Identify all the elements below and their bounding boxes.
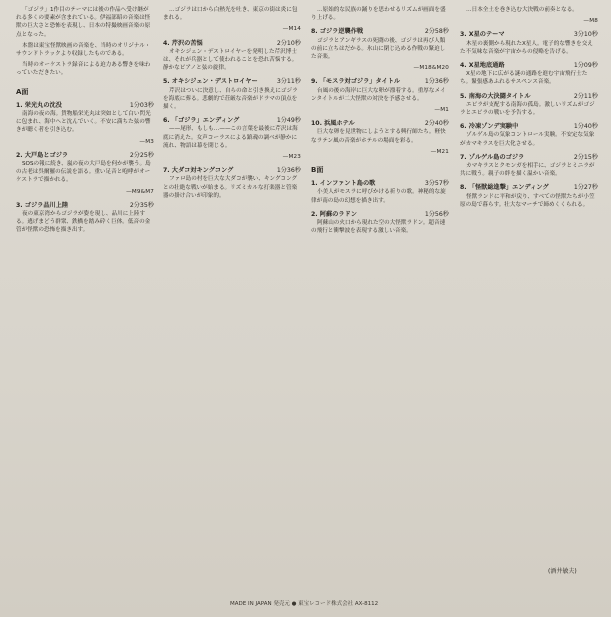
side-a-heading: A面 — [16, 87, 29, 96]
track-6 — [163, 117, 301, 161]
track-4 — [163, 40, 301, 73]
side-b-heading: B面 — [311, 166, 324, 175]
track-title: 1. インファント島の歌 — [311, 180, 376, 188]
track-b5 — [460, 93, 598, 118]
track-title: 4. X星地底通路 — [460, 62, 505, 70]
cue-number: —M8 — [583, 18, 598, 25]
track-7 — [163, 167, 301, 200]
track-title: 3. ゴジラ品川上陸 — [16, 201, 69, 209]
track-description: ゴジラとアンギラスの死闘の後、ゴジラは再び人類の前に立ちはだかる。氷山に閉じ込める作戦の緊迫した音楽。 — [311, 37, 446, 61]
track-duration: 1分49秒 — [276, 117, 301, 125]
track-duration: 1分36秒 — [424, 78, 449, 86]
cue-number: —M21 — [430, 148, 449, 155]
track-8 — [311, 28, 449, 72]
track-duration: 1分09秒 — [573, 62, 598, 70]
track-title: 6. 冷凍ゾンデ実験中 — [460, 123, 519, 131]
cue-number: —M18&M20 — [413, 65, 449, 72]
track-description: X星の地下に広がる謎の通路を進む宇宙飛行士たち。緊張感あふれるサスペンス音楽。 — [460, 71, 588, 86]
track-duration: 1分27秒 — [573, 184, 598, 192]
track-b8 — [460, 184, 598, 209]
column-4 — [460, 6, 598, 596]
track-duration: 1分40秒 — [573, 123, 598, 131]
track-b3 — [460, 31, 598, 56]
track-duration: 2分10秒 — [276, 39, 301, 47]
track-title: 2. 大戸島とゴジラ — [16, 151, 69, 159]
author-credit: (酒井敏夫) — [548, 568, 577, 575]
track-title: 10. 浜風ホテル — [311, 120, 355, 128]
manufacturing-footer: MADE IN JAPAN 発売元 ● 東宝レコード株式会社 AX-8112 — [230, 601, 379, 607]
track-b2 — [311, 211, 449, 236]
continued-paragraph: …日本全土を巻き込む大決戦の前奏となる。 — [466, 7, 578, 13]
track-b6 — [460, 123, 598, 148]
intro-paragraph: 本盤は東宝怪獣映画の音楽を、当時のオリジナル・サウンドトラックより収録したものである。 — [16, 42, 151, 58]
cue-number: —M1 — [434, 107, 449, 114]
track-duration: 2分15秒 — [573, 153, 598, 161]
track-title: 7. ゾルゲル島のゴジラ — [460, 153, 525, 161]
track-duration: 1分03秒 — [129, 101, 154, 109]
track-description: ゾルゲル島の気象コントロール実験。不安定な気象がカマキラスを巨大化させる。 — [460, 132, 595, 147]
track-description: ——尾形、もしも…——この言葉を最後に芹沢は海底に消えた。女声コーラスによる鎮魂の調べが静かに流れ、物語は幕を閉じる。 — [163, 126, 298, 149]
track-2 — [16, 152, 154, 196]
track-description: 台風の後の海岸に巨大な卵が漂着する。重厚なメインタイトルが二大怪獣の対決を予感させる。 — [311, 87, 446, 102]
track-description: 小美人がモスラに呼びかける祈りの歌。神秘的な旋律が南の島の幻想を描き出す。 — [311, 189, 446, 204]
track-title: 5. オキシジェン・デストロイヤー — [163, 78, 258, 86]
cue-number: —M23 — [282, 154, 301, 161]
cue-number: —M9&M7 — [126, 188, 154, 195]
intro-paragraph: 「ゴジラ」1作目のテーマには後の作品へ受け継がれる多くの要素が含まれている。伊福部昭の音楽は怪獣の巨大さと恐怖を表現し、日本の特撮映画音楽の原点となった。 — [16, 7, 151, 38]
column-3 — [311, 6, 449, 596]
continued-paragraph: …原始的な民族の踊りを思わせるリズムが画面を盛り上げる。 — [311, 7, 446, 22]
track-10 — [311, 120, 449, 156]
track-b1 — [311, 180, 449, 205]
track-title: 2. 阿蘇のラドン — [311, 210, 357, 218]
track-duration: 2分40秒 — [424, 120, 449, 128]
track-description: オキシジェン・デストロイヤーを発明した芹沢博士は、それが兵器として使われることを恐れ苦悩する。静かなピアノと弦の旋律。 — [163, 48, 298, 72]
track-9 — [311, 78, 449, 114]
track-title: 4. 芹沢の苦悩 — [163, 39, 203, 47]
track-description: 南海の夜の海。貨物船栄光丸は突如として白い閃光に包まれ、海中へと沈んでいく。不安に満ちた弦の響きが聴く者を引き込む。 — [16, 111, 151, 134]
track-title: 8. 「怪獣総進撃」エンディング — [460, 184, 549, 192]
track-description: 木星の裏側から現れたX星人。電子的な響きを交えた不気味な音楽が宇宙からの侵略を告げる。 — [460, 40, 593, 55]
track-description: カマキラスとクモンガを相手に、ゴジラとミニラが共に戦う。親子の絆を描く温かい音楽。 — [460, 163, 595, 178]
track-title: 1. 栄光丸の沈没 — [16, 101, 62, 109]
track-title: 9. 「モスラ対ゴジラ」タイトル — [311, 78, 401, 86]
track-title: 8. ゴジラ逆襲作戦 — [311, 28, 364, 36]
track-duration: 3分57秒 — [424, 180, 449, 188]
column-1 — [16, 6, 154, 596]
track-duration: 3分10秒 — [573, 31, 598, 39]
column-2 — [163, 6, 301, 596]
track-description: 夜の東京湾からゴジラが姿を現し、品川に上陸する。逃げまどう群衆、鉄橋を踏み砕く巨体。低音の金管が怪獣の恐怖を描き出す。 — [16, 211, 151, 234]
track-b7 — [460, 154, 598, 179]
track-1 — [16, 102, 154, 146]
track-description: 芹沢はついに決意し、自らの命と引き換えにゴジラを海底に葬る。悲劇的で荘厳な音楽がドラマの頂点を描く。 — [163, 87, 298, 111]
cue-number: —M3 — [139, 138, 154, 145]
track-title: 7. 大ダコ対キングコング — [163, 167, 234, 175]
track-b4 — [460, 62, 598, 87]
track-description: 巨大な卵を見世物にしようとする興行師たち。軽快なラテン風の音楽がホテルの場面を彩る。 — [311, 129, 446, 144]
track-duration: 2分58秒 — [424, 28, 449, 36]
track-duration: 2分25秒 — [129, 151, 154, 159]
intro-paragraph: 当時のオーケストラ録音による迫力ある響きを味わっていただきたい。 — [16, 62, 151, 77]
cue-number: —M14 — [282, 26, 301, 33]
track-description: エビラが支配する南海の孤島。激しいリズムがゴジラとエビラの戦いを予告する。 — [460, 101, 595, 117]
track-duration: 2分35秒 — [129, 201, 154, 209]
track-description: ファロ島の村を巨大な大ダコが襲い、キングコングとの壮絶な戦いが始まる。リズミカルな打楽器と管楽器の掛け合いが印象的。 — [163, 176, 298, 199]
track-title: 3. X星のテーマ — [460, 31, 505, 39]
track-duration: 1分56秒 — [424, 210, 449, 218]
track-3 — [16, 202, 154, 235]
track-duration: 3分11秒 — [276, 78, 301, 86]
track-description: 阿蘇山の火口から現れた空の大怪獣ラドン。超音速の飛行と衝撃波を表現する激しい音楽。 — [311, 220, 446, 235]
track-duration: 1分36秒 — [276, 167, 301, 175]
track-title: 6. 「ゴジラ」エンディング — [163, 117, 240, 125]
continued-paragraph: …ゴジラは口から白熱光を吐き、東京の街は炎に包まれる。 — [163, 7, 298, 22]
track-5 — [163, 78, 301, 111]
track-title: 5. 南海の大決闘タイトル — [460, 92, 531, 100]
track-description: SOSの報に続き、嵐の夜の大戸島を何かが襲う。島の古老は呉爾羅の伝説を語る。重い足音と咆哮がオーケストラで描かれる。 — [16, 161, 151, 184]
track-description: 怪獣ランドに平和が戻り、すべての怪獣たちが小笠原の島で暮らす。壮大なマーチで締めくくられる。 — [460, 193, 595, 208]
track-duration: 2分11秒 — [573, 92, 598, 100]
